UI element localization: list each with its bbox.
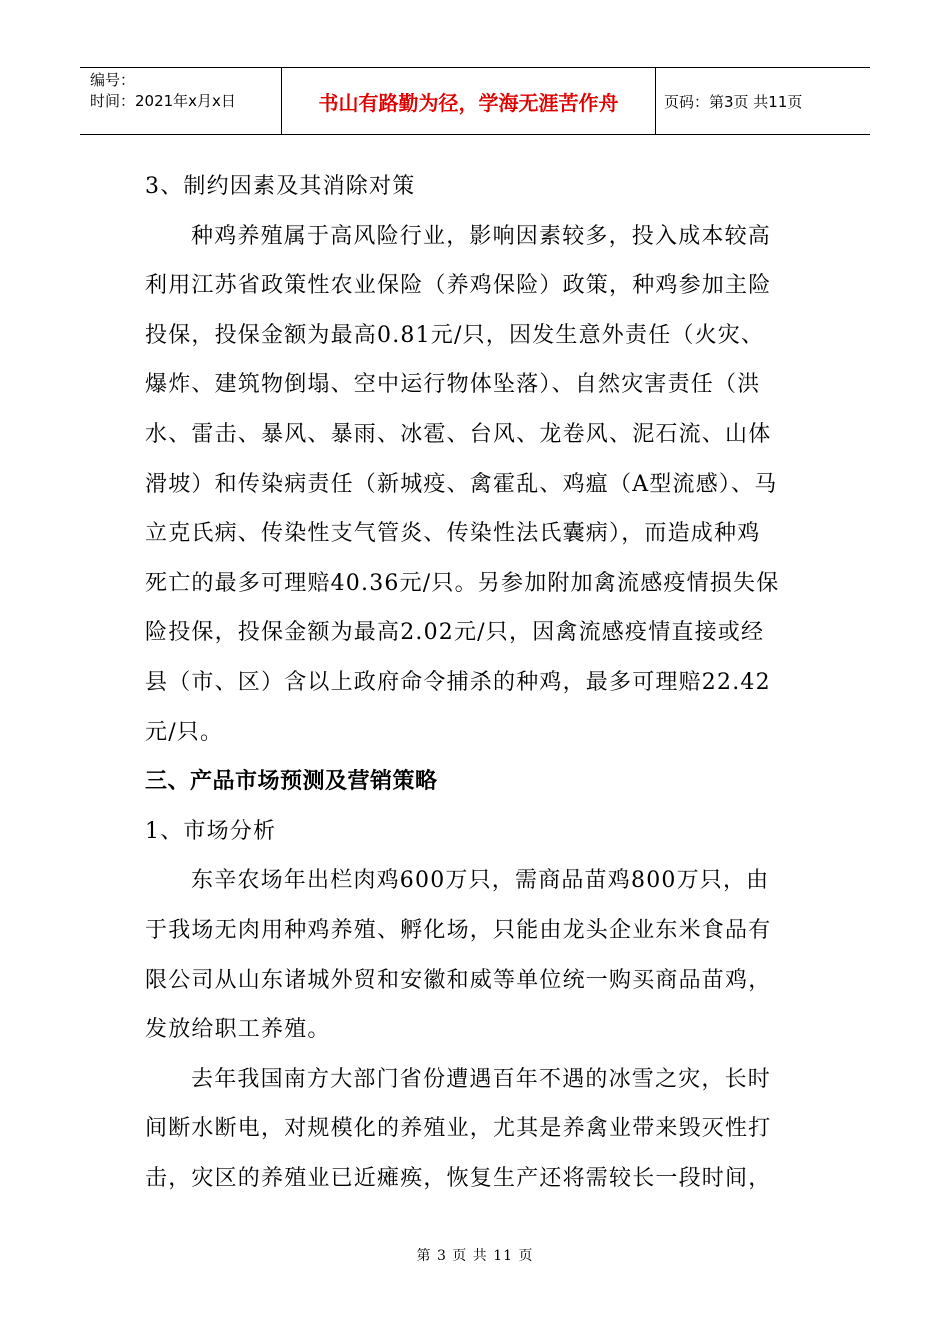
document-header [80,67,870,135]
section-subheading: 1、市场分析 [145,818,277,844]
paragraph-line: 利用江苏省政策性农业保险（养鸡保险）政策，种鸡参加主险 [145,273,772,299]
page-footer: 第 3 页 共 11 页 [416,1248,534,1264]
paragraph-line: 死亡的最多可理赔40.36元/只。另参加附加禽流感疫情损失保 [145,570,780,596]
paragraph-line: 击，灾区的养殖业已近瘫痪，恢复生产还将需较长一段时间， [145,1165,772,1191]
paragraph-line: 发放给职工养殖。 [145,1017,331,1043]
section-heading: 三、产品市场预测及营销策略 [145,769,438,795]
paragraph-line: 投保，投保金额为最高0.81元/只，因发生意外责任（火灾、 [145,322,765,348]
header-motto: 书山有路勤为径，学海无涯苦作舟 [282,68,656,134]
section-subheading: 3、制约因素及其消除对策 [145,174,416,199]
paragraph-line: 爆炸、建筑物倒塌、空中运行物体坠落）、自然灾害责任（洪 [145,372,761,398]
paragraph-line: 于我场无肉用种鸡养殖、孵化场，只能由龙头企业东米食品有 [145,917,772,943]
document-date: 时间：2021年x月x日 [90,92,236,110]
paragraph-line: 滑坡）和传染病责任（新城疫、禽霍乱、鸡瘟（A型流感）、马 [145,471,778,497]
paragraph-line: 元/只。 [145,719,224,745]
header-meta [80,68,282,134]
document-body [145,162,810,1203]
header-page-info: 页码：第3页 共11页 [664,92,803,111]
paragraph-line: 去年我国南方大部门省份遭遇百年不遇的冰雪之灾，长时 [191,1066,772,1092]
paragraph-line: 间断水断电，对规模化的养殖业，尤其是养禽业带来毁灭性打 [145,1116,772,1142]
paragraph-line: 险投保，投保金额为最高2.02元/只，因禽流感疫情直接或经 [145,620,765,646]
paragraph-line: 限公司从山东诸城外贸和安徽和威等单位统一购买商品苗鸡， [145,967,772,993]
document-number-label: 编号： [90,71,136,89]
paragraph-line: 立克氏病、传染性支气管炎、传染性法氏囊病），而造成种鸡 [145,521,761,547]
paragraph-line: 东辛农场年出栏肉鸡600万只，需商品苗鸡800万只，由 [191,868,770,894]
paragraph-line: 种鸡养殖属于高风险行业，影响因素较多，投入成本较高 [191,223,772,249]
paragraph-line: 县（市、区）含以上政府命令捕杀的种鸡，最多可理赔22.42 [145,669,771,695]
paragraph-line: 水、雷击、暴风、暴雨、冰雹、台风、龙卷风、泥石流、山体 [145,421,772,447]
